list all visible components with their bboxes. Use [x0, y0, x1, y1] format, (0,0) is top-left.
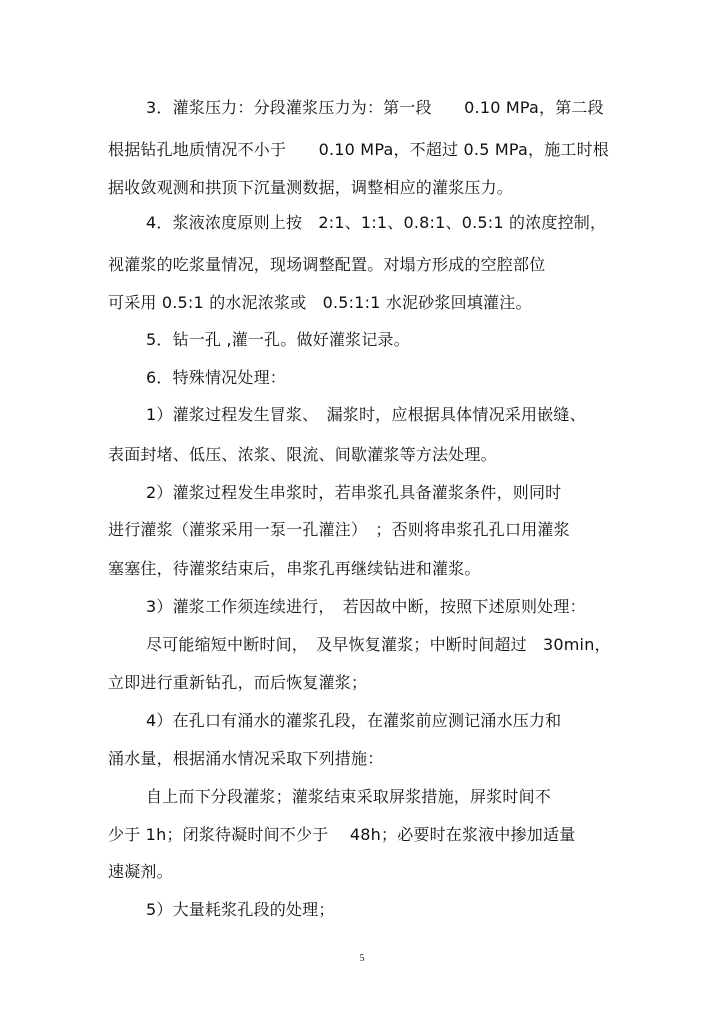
text-line: 6．特殊情况处理：	[146, 368, 286, 387]
text-line: 5．钻一孔 ,灌一孔。做好灌浆记录。	[146, 330, 410, 349]
text-line: 根据钻孔地质情况不小于 0.10 MPa，不超过 0.5 MPa，施工时根	[108, 140, 610, 159]
text-line: 3．灌浆压力：分段灌浆压力为：第一段 0.10 MPa，第二段	[146, 98, 604, 117]
text-line: 可采用 0.5:1 的水泥浓浆或 0.5:1:1 水泥砂浆回填灌注。	[108, 293, 532, 312]
text-line: 涌水量，根据涌水情况采取下列措施：	[108, 749, 384, 768]
text-line: 4．浆液浓度原则上按 2:1、1:1、0.8:1、0.5:1 的浓度控制，	[146, 213, 607, 232]
text-line: 据收敛观测和拱顶下沉量测数据，调整相应的灌浆压力。	[108, 178, 514, 197]
text-line: 少于 1h；闭浆待凝时间不少于 48h；必要时在浆液中掺加适量	[108, 825, 576, 844]
text-line: 速凝剂。	[108, 862, 173, 881]
text-line: 塞塞住，待灌浆结束后，串浆孔再继续钻进和灌浆。	[108, 559, 481, 578]
text-line: 5）大量耗浆孔段的处理；	[146, 900, 335, 919]
text-line: 2）灌浆过程发生串浆时，若串浆孔具备灌浆条件，则同时	[146, 483, 562, 502]
text-line: 自上而下分段灌浆；灌浆结束采取屏浆措施，屏浆时间不	[146, 787, 552, 806]
text-line: 视灌浆的吃浆量情况，现场调整配置。对塌方形成的空腔部位	[108, 255, 546, 274]
text-line: 尽可能缩短中断时间， 及早恢复灌浆；中断时间超过 30min，	[146, 635, 611, 654]
text-line: 4）在孔口有涌水的灌浆孔段，在灌浆前应测记涌水压力和	[146, 711, 562, 730]
page-number: 5	[359, 953, 365, 964]
text-line: 1）灌浆过程发生冒浆、 漏浆时，应根据具体情况采用嵌缝、	[146, 405, 586, 424]
text-line: 表面封堵、低压、浓浆、限流、间歇灌浆等方法处理。	[108, 445, 497, 464]
text-line: 3）灌浆工作须连续进行， 若因故中断，按照下述原则处理：	[146, 597, 586, 616]
text-line: 立即进行重新钻孔，而后恢复灌浆；	[108, 673, 368, 692]
text-line: 进行灌浆（灌浆采用一泵一孔灌注） ；否则将串浆孔孔口用灌浆	[108, 520, 570, 539]
